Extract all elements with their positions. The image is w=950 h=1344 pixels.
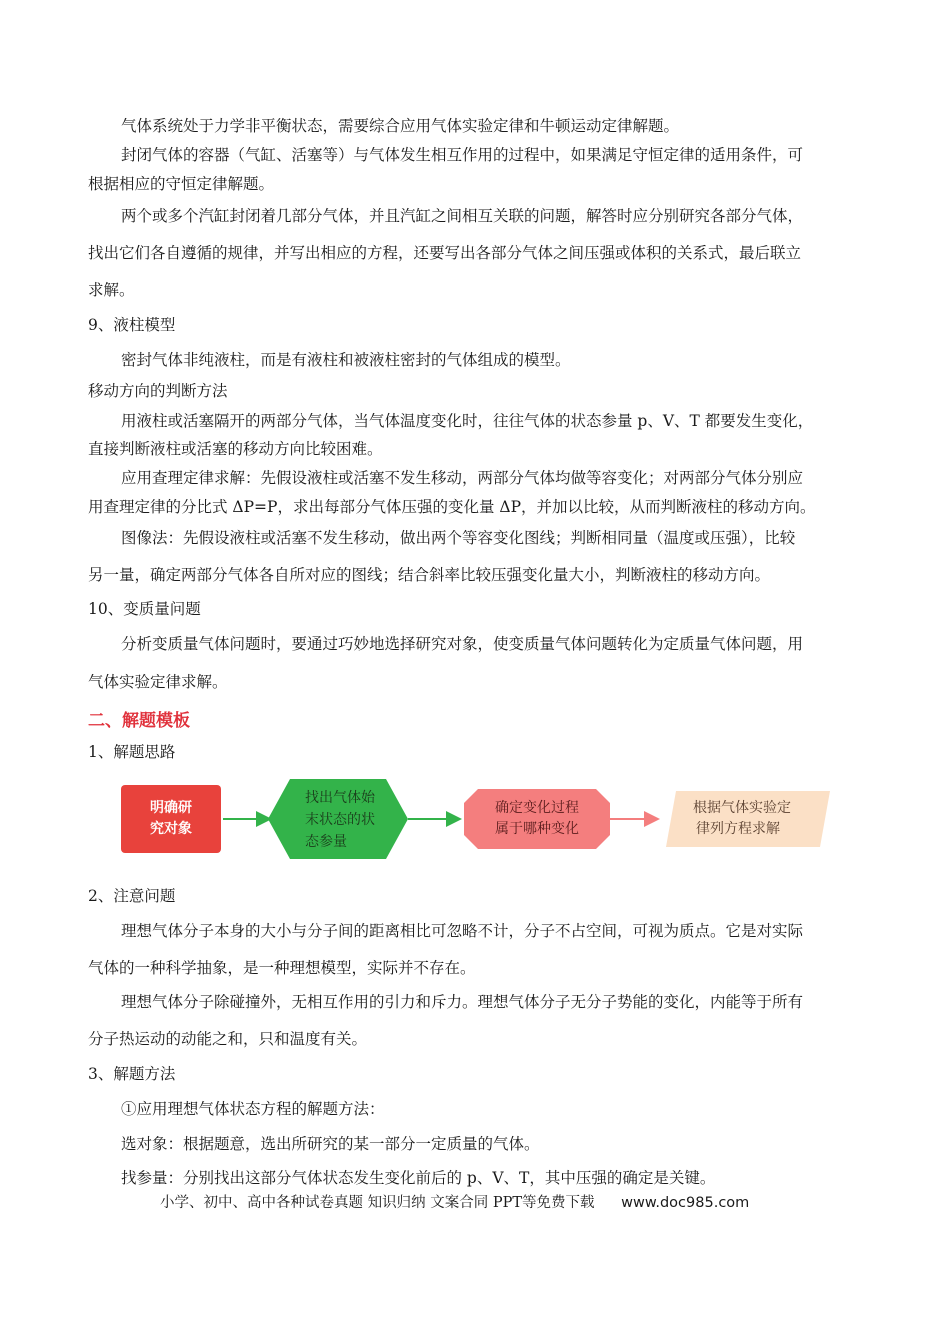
paragraph-continued: 求解。 [88, 281, 135, 299]
paragraph-continued: 用查理定律的分比式 ΔP=P，求出每部分气体压强的变化量 ΔP，并加以比较，从而判断液柱的移动方向。 [88, 498, 816, 516]
footer-link[interactable]: www.doc985.com [621, 1195, 750, 1211]
paragraph-continued: 气体实验定律求解。 [88, 673, 228, 691]
flow-step-2-line-3: 态参量 [305, 834, 347, 850]
flow-step-4-line-2: 律列方程求解 [696, 821, 780, 837]
paragraph: 两个或多个汽缸封闭着几部分气体，并且汽缸之间相互关联的问题，解答时应分别研究各部分气体， [121, 207, 804, 225]
section-heading-templates: 二、解题模板 [88, 711, 190, 731]
paragraph: 封闭气体的容器（气缸、活塞等）与气体发生相互作用的过程中，如果满足守恒定律的适用条件，可 [121, 146, 804, 164]
paragraph-continued: 根据相应的守恒定律解题。 [88, 175, 275, 193]
paragraph: 密封气体非纯液柱，而是有液柱和被液柱密封的气体组成的模型。 [121, 351, 571, 369]
paragraph: 理想气体分子本身的大小与分子间的距离相比可忽略不计，分子不占空间，可视为质点。它是对实际 [121, 922, 804, 940]
flow-step-2 [268, 779, 408, 859]
sub-heading-approach: 1、解题思路 [88, 743, 176, 761]
flow-step-4 [666, 791, 830, 847]
paragraph: 应用查理定律求解：先假设液柱或活塞不发生移动，两部分气体均做等容变化；对两部分气体分别应 [121, 469, 804, 487]
paragraph-continued: 气体的一种科学抽象，是一种理想模型，实际并不存在。 [88, 959, 476, 977]
page-footer [160, 1191, 749, 1212]
paragraph: 理想气体分子除碰撞外，无相互作用的引力和斥力。理想气体分子无分子势能的变化，内能等于所有 [121, 993, 804, 1011]
paragraph-continued: 找出它们各自遵循的规律，并写出相应的方程，还要写出各部分气体之间压强或体积的关系式，最后联立 [88, 244, 802, 262]
paragraph: 气体系统处于力学非平衡状态，需要综合应用气体实验定律和牛顿运动定律解题。 [121, 117, 680, 135]
paragraph-continued: 直接判断液柱或活塞的移动方向比较困难。 [88, 440, 383, 458]
paragraph-continued: 分子热运动的动能之和，只和温度有关。 [88, 1030, 368, 1048]
flow-step-3-line-1: 确定变化过程 [495, 800, 579, 816]
paragraph-continued: 另一量，确定两部分气体各自所对应的图线；结合斜率比较压强变化量大小，判断液柱的移动方向。 [88, 566, 771, 584]
paragraph: 找参量：分别找出这部分气体状态发生变化前后的 p、V、T，其中压强的确定是关键。 [121, 1169, 716, 1187]
flow-step-4-line-1: 根据气体实验定 [693, 800, 791, 816]
sub-heading: 移动方向的判断方法 [88, 382, 228, 400]
paragraph: 分析变质量气体问题时，要通过巧妙地选择研究对象，使变质量气体问题转化为定质量气体问题，用 [121, 635, 804, 653]
flow-step-3 [464, 789, 610, 849]
flow-step-1 [121, 785, 221, 853]
paragraph: 用液柱或活塞隔开的两部分气体，当气体温度变化时，往往气体的状态参量 p、V、T 都要发生变化， [121, 412, 814, 430]
footer-text: 小学、初中、高中各种试卷真题 知识归纳 文案合同 PPT等免费下载 [160, 1195, 595, 1211]
flow-step-2-line-2: 末状态的状 [305, 812, 375, 828]
paragraph: 选对象：根据题意，选出所研究的某一部分一定质量的气体。 [121, 1135, 540, 1153]
sub-heading-notes: 2、注意问题 [88, 887, 176, 905]
flow-step-2-line-1: 找出气体始 [305, 790, 375, 806]
section-heading-10: 10、变质量问题 [88, 600, 201, 618]
flow-step-1-line-1: 明确研 [150, 800, 192, 816]
solution-flowchart [118, 775, 838, 865]
sub-heading-methods: 3、解题方法 [88, 1065, 176, 1083]
section-heading-9: 9、液柱模型 [88, 316, 176, 334]
paragraph: ①应用理想气体状态方程的解题方法： [121, 1100, 385, 1118]
flow-step-1-line-2: 究对象 [150, 821, 192, 837]
paragraph: 图像法：先假设液柱或活塞不发生移动，做出两个等容变化图线；判断相同量（温度或压强），比较 [121, 529, 796, 547]
flow-step-3-line-2: 属于哪种变化 [495, 821, 579, 837]
